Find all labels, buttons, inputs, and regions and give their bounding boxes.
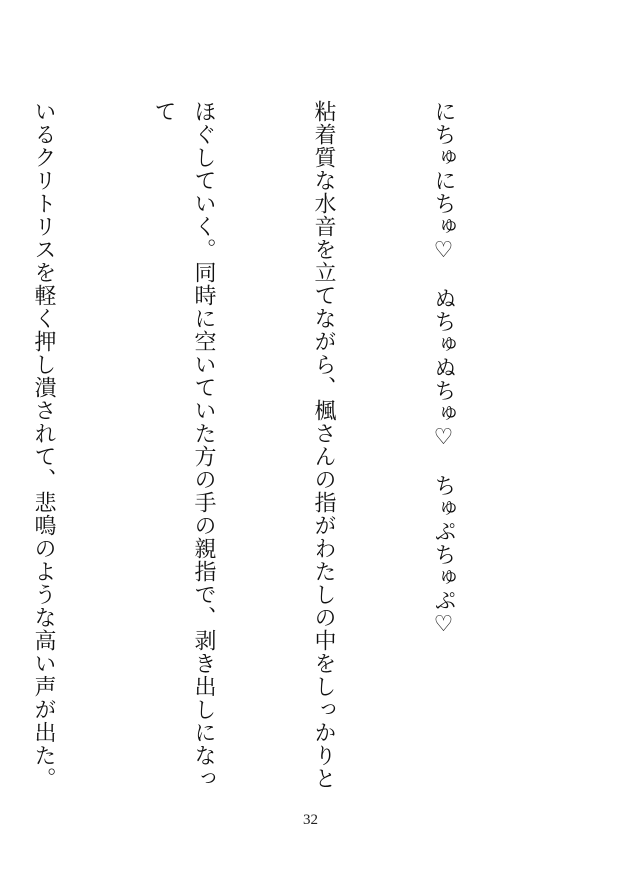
text-line: ほぐしていく。同時に空いていた方の手の親指で、剥き出しになって <box>151 100 216 790</box>
text-line: いるクリトリスを軽く押し潰されて、悲鳴のような高い声が出た。 <box>31 100 56 790</box>
page-number: 32 <box>303 812 318 828</box>
body-text <box>0 100 543 790</box>
text-line: にちゅにちゅ♡ ぬちゅぬちゅ♡ ちゅぷちゅぷ♡ <box>431 100 456 638</box>
text-line: 粘着質な水音を立てながら、楓さんの指がわたしの中をしっかりと <box>311 100 336 790</box>
